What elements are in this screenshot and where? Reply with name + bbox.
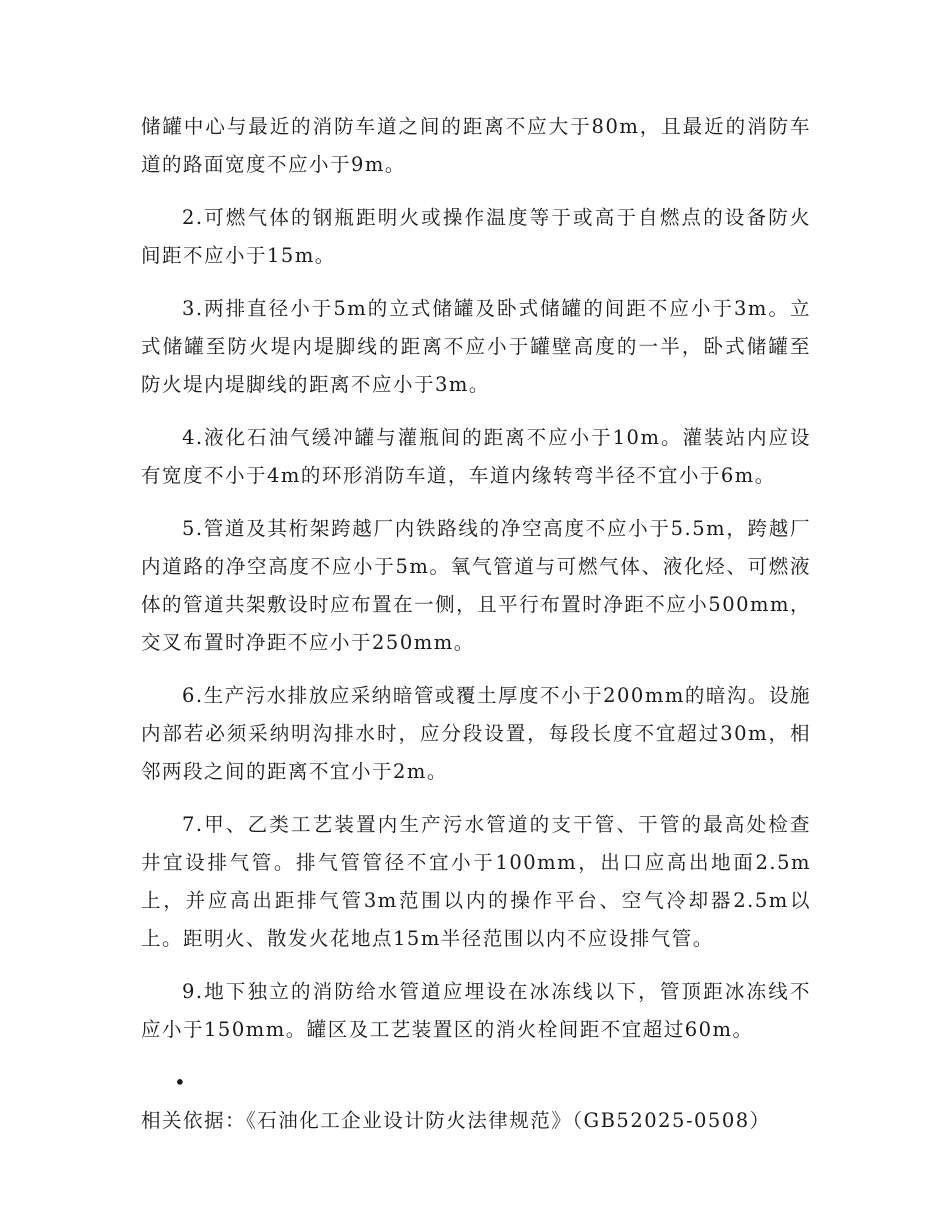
paragraph-item-3: 3.两排直径小于5m的立式储罐及卧式储罐的间距不应小于3m。立式储罐至防火堤内堤脚线的距离不应小于罐壁高度的一半，卧式储罐至防火堤内堤脚线的距离不应小于3m。 xyxy=(141,297,811,396)
document-body xyxy=(141,108,811,1155)
reference-basis-text: 相关依据：《石油化工企业设计防火法律规范》（GB52025-0508） xyxy=(141,1109,771,1132)
bullet-icon: • xyxy=(174,1071,188,1094)
reference-basis xyxy=(141,1064,811,1140)
paragraph-item-6: 6.生产污水排放应采纳暗管或覆土厚度不小于200mm的暗沟。设施内部若必须采纳明沟排水时，应分段设置，每段长度不宜超过30m，相邻两段之间的距离不宜小于2m。 xyxy=(141,684,811,783)
paragraph-item-5: 5.管道及其桁架跨越厂内铁路线的净空高度不应小于5.5m，跨越厂内道路的净空高度不应小于5m。氧气管道与可燃气体、液化烃、可燃液体的管道共架敷设时应布置在一侧，且平行布置时净距不应小500mm，交叉布置时净距不应小于250mm。 xyxy=(141,517,811,654)
paragraph-item-4: 4.液化石油气缓冲罐与灌瓶间的距离不应小于10m。灌装站内应设有宽度不小于4m的环形消防车道，车道内缘转弯半径不宜小于6m。 xyxy=(141,426,811,487)
paragraph-item-7: 7.甲、乙类工艺装置内生产污水管道的支干管、干管的最高处检查井宜设排气管。排气管管径不宜小于100mm，出口应高出地面2.5m上，并应高出距排气管3m范围以内的操作平台、空气冷却器2.5m以上。距明火、散发火花地点15m半径范围以内不应设排气管。 xyxy=(141,813,811,950)
paragraph-item-2: 2.可燃气体的钢瓶距明火或操作温度等于或高于自燃点的设备防火间距不应小于15m。 xyxy=(141,206,811,267)
paragraph-item-9: 9.地下独立的消防给水管道应埋设在冰冻线以下，管顶距冰冻线不应小于150mm。罐区及工艺装置区的消火栓间距不宜超过60m。 xyxy=(141,980,811,1041)
paragraph-continuation: 储罐中心与最近的消防车道之间的距离不应大于80m，且最近的消防车道的路面宽度不应小于9m。 xyxy=(141,115,811,176)
